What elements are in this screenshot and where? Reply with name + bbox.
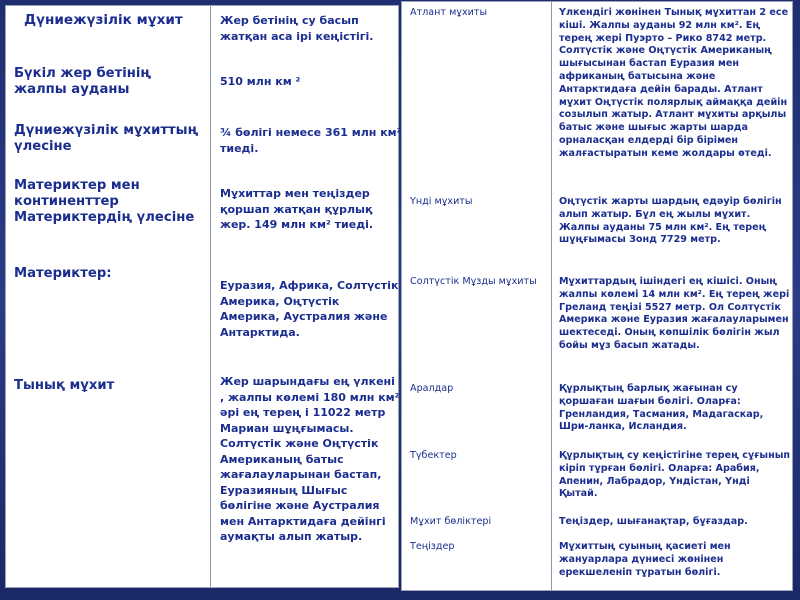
continents-label: Материктер: <box>14 266 112 281</box>
share-value: ¾ бөлігі немесе 361 млн км² тиеді. <box>220 126 402 155</box>
pacific-value: Жер шарындағы ең үлкені , жалпы көлемі 180 млн км² әрі ең терең і 11022 метр Мариан шұңғымасы. Солтүстік және Оңтүстік Американың батыс жағалауларынан бастап, Еуразияның Шығыс бөлігіне және Аустралия мен Антарктидаға дейінгі аумақты алып жатыр. <box>220 375 400 543</box>
peninsulas-label: Түбектер <box>410 450 457 461</box>
seas-value: Мұхиттың суының қасиеті мен жануарлара дүниесі жөнінен ерекшеленіп тұратын бөлігі. <box>559 541 731 578</box>
arctic-label: Солтүстік Мұзды мұхиты <box>410 276 537 287</box>
indian-label: Үнді мұхиты <box>410 196 473 207</box>
column-divider <box>551 2 552 590</box>
islands-value: Құрлықтың барлық жағынан су қоршаған шағын бөлігі. Оларға: Гренландия, Тасмания, Мадагаскар, Шри-ланка, Исландия. <box>559 383 764 433</box>
column-divider <box>210 6 211 587</box>
ocean-parts-value: Теңіздер, шығанақтар, бұғаздар. <box>559 516 748 527</box>
continents-value: Еуразия, Африка, Солтүстік Америка, Оңтүстік Америка, Аустралия және Антарктида. <box>220 279 399 339</box>
seas-label: Теңіздер <box>410 541 455 552</box>
right-table <box>401 1 793 591</box>
atlantic-label: Атлант мұхиты <box>410 7 488 18</box>
indian-value: Оңтүстік жарты шардың едәуір бөлігін алып жатыр. Бұл ең жылы мұхит. Жалпы ауданы 75 млн км². Ең терең шұңғымасы Зонд 7729 метр. <box>559 196 782 246</box>
continents-share-value: Мұхиттар мен теңіздер қоршап жатқан құрлық жер. 149 млн км² тиеді. <box>220 187 374 231</box>
share-label: Дүниежүзілік мұхиттың үлесіне <box>14 123 199 154</box>
left-table <box>5 5 402 588</box>
continents-share-label: Материктер мен континенттер Материктердің үлесіне <box>14 178 195 225</box>
ocean-title: Дүниежүзілік мұхит <box>24 12 183 28</box>
area-label: Бүкіл жер бетінің жалпы ауданы <box>14 66 152 97</box>
ocean-parts-label: Мұхит бөліктері <box>410 516 492 527</box>
pacific-label: Тынық мұхит <box>14 378 115 393</box>
atlantic-value: Үлкендігі жөнінен Тынық мұхиттан 2 есе кіші. Жалпы ауданы 92 млн км². Ең терең жері Пуэрто – Рико 8742 метр. Солтүстік және Оңтүстік Американың шығысынан бастап Еуразия мен африканың батысына және Антарктидаға дейін барады. Атлант мұхит Оңтүстік полярлық аймаққа дейін созылып жатыр. Атлант мұхиты арқылы батыс және шығыс жарты шарда орналасқан елдерді бір бірімен жалғастыратын кеме жолдары өтеді. <box>559 7 789 159</box>
area-value: 510 млн км ² <box>220 75 301 88</box>
peninsulas-value: Құрлықтың су кеңістігіне терең сұғынып кіріп тұрған бөлігі. Оларға: Арабия, Апенин, Лабрадор, Үндістан, Үнді Қытай. <box>559 450 791 500</box>
ocean-definition: Жер бетінің су басып жатқан аса ірі кеңістігі. <box>220 14 374 43</box>
islands-label: Аралдар <box>410 383 454 394</box>
arctic-value: Мұхиттардың ішіндегі ең кішісі. Оның жалпы көлемі 14 млн км². Ең терең жері Греланд теңізі 5527 метр. Ол Солтүстік Америка және Еуразия жағалауларымен шектеседі. Оның көпшілік бөлігін жыл бойы мұз басып жатады. <box>559 276 790 351</box>
